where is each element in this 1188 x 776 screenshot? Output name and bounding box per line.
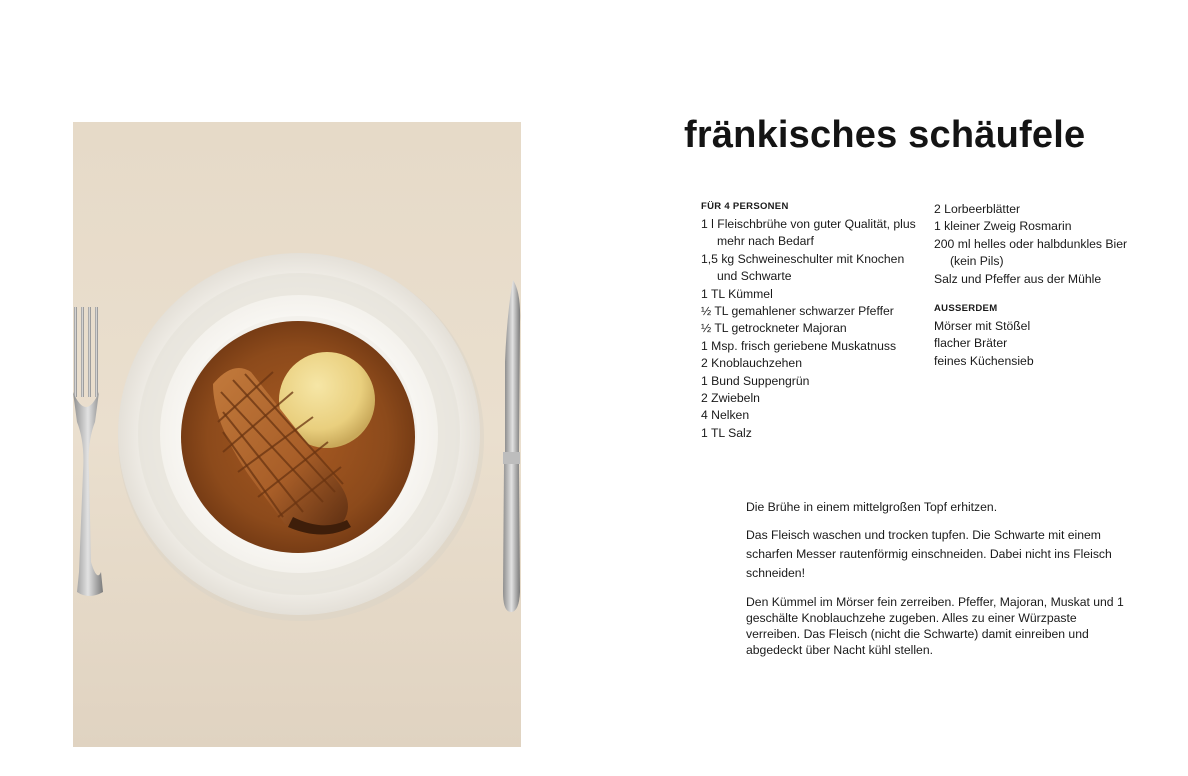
instruction-step: Die Brühe in einem mittelgroßen Topf erhitzen.: [746, 500, 998, 514]
ingredient-item: ½ TL gemahlener schwarzer Pfeffer: [701, 304, 894, 319]
ingredients-heading: FÜR 4 PERSONEN: [701, 201, 789, 212]
extras-list: [934, 318, 1149, 370]
extras-item: feines Küchensieb: [934, 353, 1034, 368]
ingredient-item: 200 ml helles oder halbdunkles Bier (kein Pils): [934, 236, 1128, 269]
ingredients-left-column: [701, 200, 916, 442]
ingredient-item: 1 Msp. frisch geriebene Muskatnuss: [701, 338, 897, 353]
instructions: [746, 499, 1126, 669]
recipe-title: fränkisches schäufele: [684, 114, 1086, 156]
ingredient-item: ½ TL getrockneter Majoran: [701, 321, 847, 336]
extras-item: flacher Bräter: [934, 336, 1008, 351]
extras-heading: AUSSERDEM: [934, 303, 998, 315]
instruction-step: Den Kümmel im Mörser fein zerreiben. Pfeffer, Majoran, Muskat und 1 geschälte Knoblauchzehe zugeben. Alles zu einer Würzpaste verreiben. Das Fleisch (nicht die Schwarte) damit einreiben und abgedeckt über Nacht kühl stellen.: [746, 595, 1124, 657]
ingredient-item: 2 Zwiebeln: [701, 391, 760, 406]
ingredient-item: 2 Knoblauchzehen: [701, 356, 802, 371]
ingredient-item: 1,5 kg Schweineschulter mit Knochen und Schwarte: [701, 251, 905, 284]
ingredient-item: 4 Nelken: [701, 408, 750, 423]
ingredient-item: 1 TL Kümmel: [701, 286, 773, 301]
ingredient-list-left: [701, 216, 916, 442]
ingredient-item: 1 l Fleischbrühe von guter Qualität, plus mehr nach Bedarf: [701, 217, 916, 249]
instruction-step: Das Fleisch waschen und trocken tupfen. Die Schwarte mit einem scharfen Messer rautenförmig einschneiden. Dabei nicht ins Fleisch schneiden!: [746, 528, 1112, 580]
extras-item: Mörser mit Stößel: [934, 319, 1031, 334]
ingredient-item: 1 kleiner Zweig Rosmarin: [934, 219, 1072, 234]
ingredients-right-column: [934, 200, 1149, 370]
ingredient-item: 1 Bund Suppengrün: [701, 373, 810, 388]
dish-illustration: [73, 122, 521, 747]
ingredient-list-right: [934, 201, 1149, 288]
ingredient-item: Salz und Pfeffer aus der Mühle: [934, 271, 1102, 286]
ingredient-item: 1 TL Salz: [701, 425, 752, 440]
dish-photo: [73, 122, 521, 747]
ingredient-item: 2 Lorbeerblätter: [934, 202, 1021, 216]
